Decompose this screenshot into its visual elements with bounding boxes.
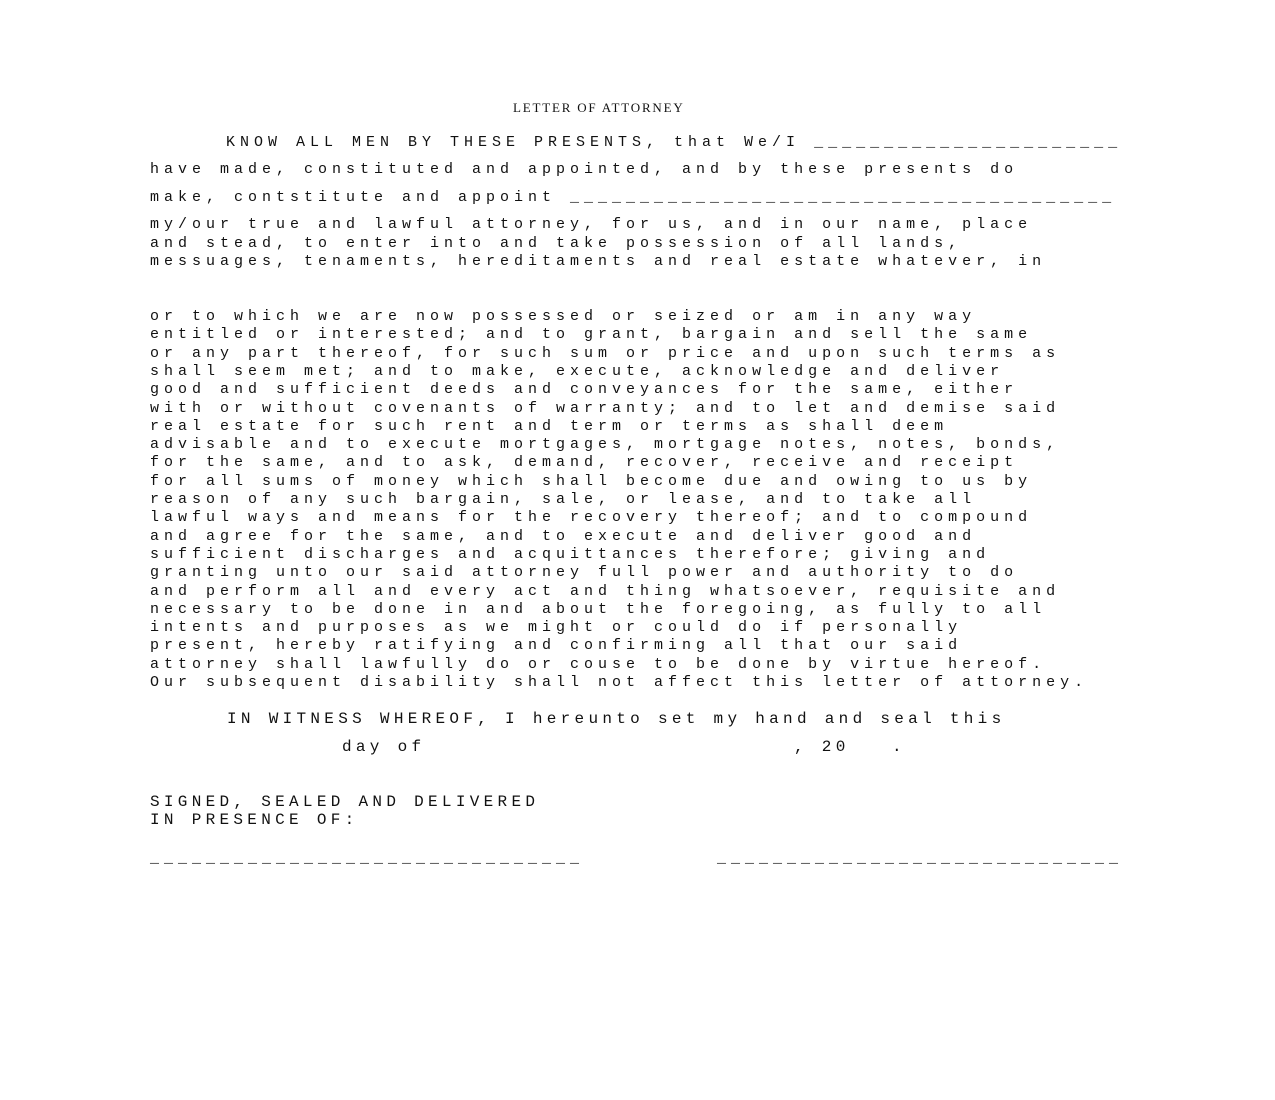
document-title: LETTER OF ATTORNEY <box>513 100 685 115</box>
body-text-line: entitled or interested; and to grant, bargain and sell the same <box>150 326 1033 344</box>
body-text-line: advisable and to execute mortgages, mortgage notes, notes, bonds, <box>150 436 1061 454</box>
body-text-line: good and sufficient deeds and conveyances for the same, either <box>150 381 1019 399</box>
intro-line-3 <box>150 189 1116 207</box>
body-text-line: Our subsequent disability shall not affect this letter of attorney. <box>150 674 1089 691</box>
body-text-line: necessary to be done in and about the foregoing, as fully to all <box>150 600 1047 618</box>
body-text-line: for all sums of money which shall become due and owing to us by <box>150 472 1033 490</box>
attorney-name-blank[interactable]: _______________________________________ <box>570 189 1117 206</box>
body-text-line: real estate for such rent and term or terms as shall deem <box>150 417 949 435</box>
period: . <box>892 738 906 756</box>
body-text-line: or to which we are now possessed or seized or am in any way <box>150 308 977 325</box>
body-text-line: intents and purposes as we might or could do if personally <box>150 619 963 637</box>
body-text-line: present, hereby ratifying and confirming all that our said <box>150 637 963 655</box>
body-text-line: messuages, tenaments, hereditaments and real estate whatever, in <box>150 253 1047 270</box>
intro-text: make, contstitute and appoint <box>150 189 571 206</box>
body-text-line: granting unto our said attorney full power and authority to do <box>150 564 1019 582</box>
body-text-line: and stead, to enter into and take possession of all lands, <box>150 234 963 252</box>
body-text-line: and perform all and every act and thing whatsoever, requisite and <box>150 582 1061 600</box>
year-label: , 20 <box>794 738 850 756</box>
intro-line-2: have made, constituted and appointed, and by these presents do <box>150 161 1019 178</box>
in-presence-label: IN PRESENCE OF: <box>150 811 359 829</box>
witness-line: IN WITNESS WHEREOF, I hereunto set my hand and seal this <box>227 710 1006 728</box>
body-text-line: with or without covenants of warranty; and to let and demise said <box>150 399 1061 417</box>
body-text-line: sufficient discharges and acquittances therefore; giving and <box>150 545 991 563</box>
body-text-line: my/our true and lawful attorney, for us, and in our name, place <box>150 216 1033 233</box>
body-text-line: attorney shall lawfully do or couse to be done by virtue hereof. <box>150 655 1047 673</box>
day-of-label: day of <box>342 738 426 756</box>
body-text-line: or any part thereof, for such sum or price and upon such terms as <box>150 344 1061 362</box>
signed-sealed-label: SIGNED, SEALED AND DELIVERED <box>150 793 540 811</box>
body-text-line: and agree for the same, and to execute and deliver good and <box>150 527 977 545</box>
body-text-line: reason of any such bargain, sale, or lease, and to take all <box>150 491 977 508</box>
body-text-line: for the same, and to ask, demand, recover, receive and receipt <box>150 454 1019 472</box>
intro-text: KNOW ALL MEN BY THESE PRESENTS, that We/I <box>226 134 815 151</box>
body-text-line: lawful ways and means for the recovery thereof; and to compound <box>150 509 1033 527</box>
intro-line-1 <box>226 134 1122 152</box>
grantor-signature-line[interactable]: _____________________________ <box>717 850 1124 867</box>
witness-signature-line[interactable]: _______________________________ <box>150 850 585 867</box>
grantor-name-blank[interactable]: ______________________ <box>814 134 1123 151</box>
body-text-line: shall seem met; and to make, execute, acknowledge and deliver <box>150 362 1005 380</box>
